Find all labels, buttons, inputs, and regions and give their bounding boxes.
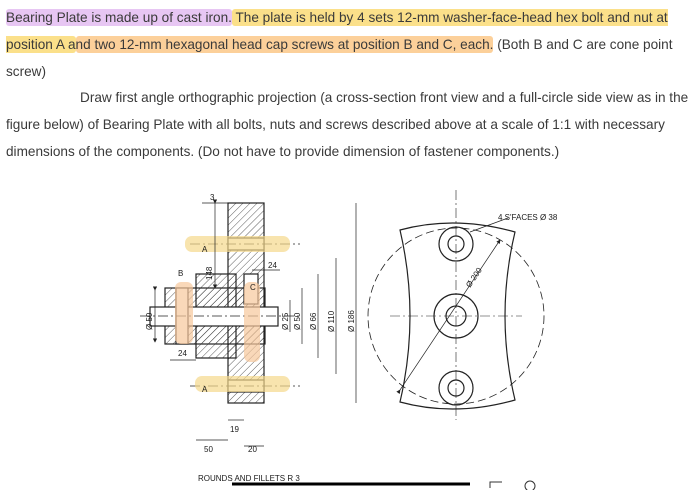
note-faces: 4 S'FACES Ø 38 [498, 213, 558, 222]
dia-200: Ø 200 [464, 266, 484, 290]
highlight-bolts: The plate is held by 4 sets 12-mm washer-face-head hex bolt and nut at position A a [6, 10, 668, 52]
highlight-material: Bearing Plate is made up of cast iron. [6, 10, 232, 25]
label-A-bottom: A [202, 385, 208, 394]
highlight-screws: nd two 12-mm hexagonal head cap screws at position B and C, each. [75, 37, 494, 52]
dim-148: 148 [205, 266, 214, 280]
dia-50: Ø 50 [293, 312, 302, 330]
dia-186: Ø 186 [347, 310, 356, 332]
dim-19: 19 [230, 425, 239, 434]
screw-note: (Both B and C are cone point screw) [6, 37, 673, 79]
dim-50: 50 [204, 445, 213, 454]
front-view [140, 203, 300, 403]
side-view [368, 190, 544, 420]
dia-25: Ø 25 [281, 312, 290, 330]
note-rounds: ROUNDS AND FILLETS R 3 [198, 474, 300, 483]
label-A-top: A [202, 245, 208, 254]
dim-3: 3 [210, 193, 215, 202]
dia-66: Ø 66 [309, 312, 318, 330]
paragraph-instructions: Draw first angle orthographic projection (a cross-section front view and a full-circle side view as in the figure below) of Bearing Plate with all bolts, nuts and screws described above at a scale of 1:1 with necessary dimensions of the components. (Do not have to provide dimension of fastener components.) [6, 90, 689, 159]
dia-50-left: Ø 50 [145, 312, 154, 330]
dim-24-left: 24 [178, 349, 187, 358]
dia-110: Ø 110 [327, 310, 336, 332]
label-B: B [178, 269, 184, 278]
label-C: C [250, 283, 256, 292]
engineering-drawing [0, 170, 700, 490]
dim-24-top: 24 [268, 261, 277, 270]
paragraph-description [6, 4, 692, 85]
dim-20: 20 [248, 445, 257, 454]
